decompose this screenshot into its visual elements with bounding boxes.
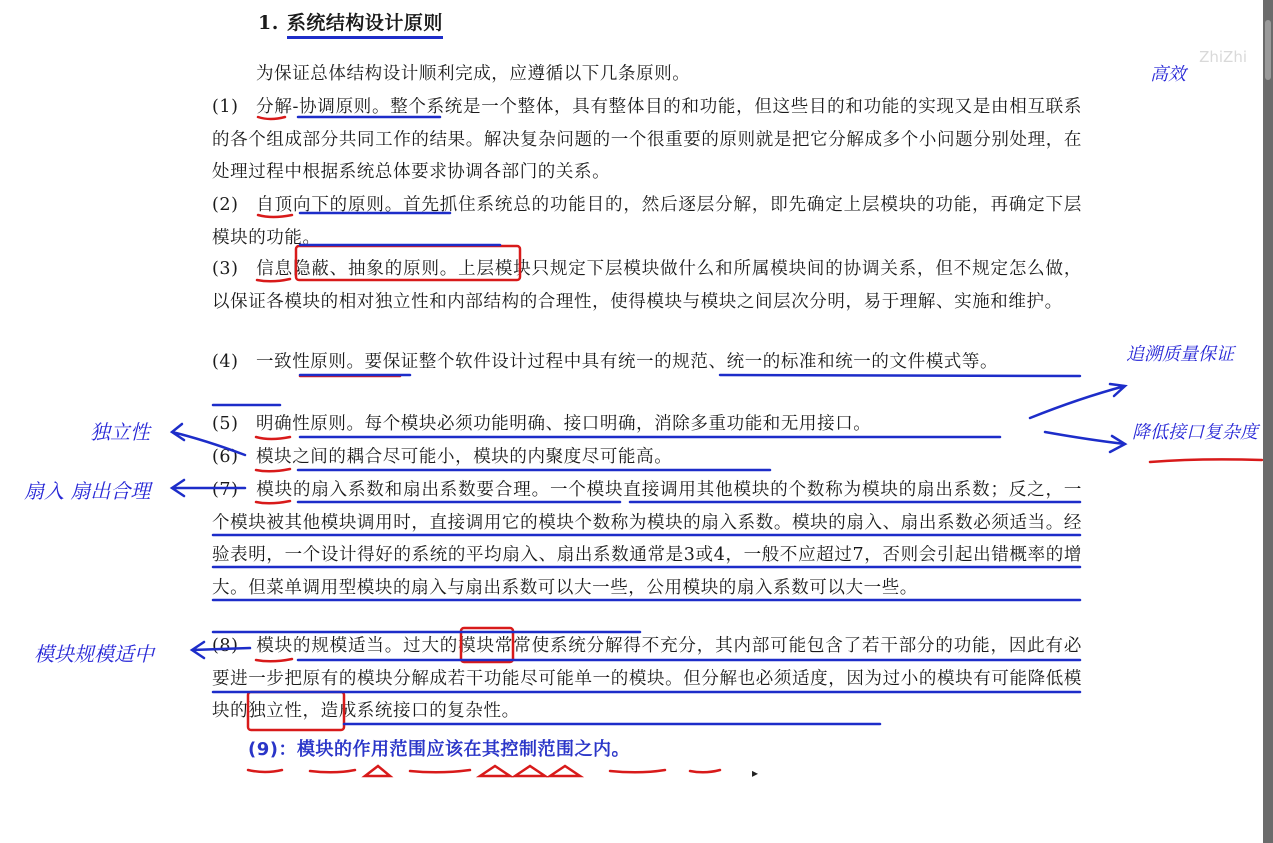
heading-title: 系统结构设计原则 [287,12,443,39]
principle-6 [212,441,1082,474]
principle-2 [212,189,1082,254]
principle-7-text: 模块的扇入系数和扇出系数要合理。一个模块直接调用其他模块的个数称为模块的扇出系数；反之，一个模块被其他模块调用时，直接调用它的模块个数称为模块的扇入系数。模块的扇入、扇出系数必须适当。经验表明，一个设计得好的系统的平均扇入、扇出系数通常是3或4，一般不应超过7，否则会引起出错概率的增大。但菜单调用型模块的扇入与扇出系数可以大一些，公用模块的扇入系数可以大一些。 [212,480,1082,598]
principle-5 [212,408,1082,441]
principle-9: (9)：模块的作用范围应该在其控制范围之内。 [248,739,630,760]
principle-6-text: 模块之间的耦合尽可能小，模块的内聚度尽可能高。 [256,447,673,467]
section-heading [258,8,443,35]
heading-number: 1. [258,12,279,34]
principle-2-text: 自顶向下的原则。首先抓住系统总的功能目的，然后逐层分解，即先确定上层模块的功能，再确定下层模块的功能。 [212,195,1082,248]
annotation-left-1: 独立性 [90,420,150,444]
watermark: ZhiZhi [1199,48,1247,66]
red-underline [515,766,545,776]
scrollbar-thumb[interactable] [1265,20,1271,80]
red-underline [1150,459,1262,462]
principle-1 [212,91,1082,189]
principle-4 [212,346,1082,379]
red-underline [690,770,720,772]
annotation-left-3: 模块规模适中 [34,642,154,666]
principle-4-text: 一致性原则。要保证整个软件设计过程中具有统一的规范、统一的标准和统一的文件模式等。 [256,352,999,372]
principle-5-index: (5) [212,414,239,434]
principle-5-text: 明确性原则。每个模块必须功能明确、接口明确，消除多重功能和无用接口。 [256,414,872,434]
annotation-left-2: 扇入 扇出合理 [24,479,151,503]
principle-2-index: (2) [212,195,239,215]
annotation-top-right: 高效 [1150,64,1186,85]
principle-3-text: 信息隐蔽、抽象的原则。上层模块只规定下层模块做什么和所属模块间的协调关系，但不规定怎么做，以保证各模块的相对独立性和内部结构的合理性，使得模块与模块之间层次分明，易于理解、实施和维护。 [212,259,1082,312]
principle-1-index: (1) [212,97,239,117]
annotation-right-2: 降低接口复杂度 [1132,422,1258,443]
red-underline [248,770,282,772]
principle-7-index: (7) [212,480,239,500]
red-underline [310,770,355,772]
mouse-pointer-icon: ▸ [752,766,759,780]
red-underline [610,770,665,772]
red-underline [365,766,390,776]
intro-paragraph [212,58,1082,91]
red-underline [550,766,580,776]
principle-8 [212,630,1082,728]
principle-8-text: 模块的规模适当。过大的模块常常使系统分解得不充分，其内部可能包含了若干部分的功能，因此有必要进一步把原有的模块分解成若干功能尽可能单一的模块。但分解也必须适度，因为过小的模块有可能降低模块的独立性，造成系统接口的复杂性。 [212,636,1082,722]
red-underline [480,766,510,776]
principle-8-index: (8) [212,636,239,656]
red-underline [410,770,470,772]
principle-1-text: 分解-协调原则。整个系统是一个整体，具有整体目的和功能，但这些目的和功能的实现又是由相互联系的各个组成部分共同工作的结果。解决复杂问题的一个很重要的原则就是把它分解成多个小问题分别处理，在处理过程中根据系统总体要求协调各部门的关系。 [212,97,1082,183]
principle-6-index: (6) [212,447,239,467]
principle-7 [212,474,1082,604]
principle-3 [212,253,1082,318]
principle-4-index: (4) [212,352,239,372]
intro-text: 为保证总体结构设计顺利完成，应遵循以下几条原则。 [256,64,691,84]
right-edge-scrollbar[interactable] [1263,0,1273,843]
annotation-right-1: 追溯质量保证 [1126,344,1234,365]
principle-3-index: (3) [212,259,239,279]
